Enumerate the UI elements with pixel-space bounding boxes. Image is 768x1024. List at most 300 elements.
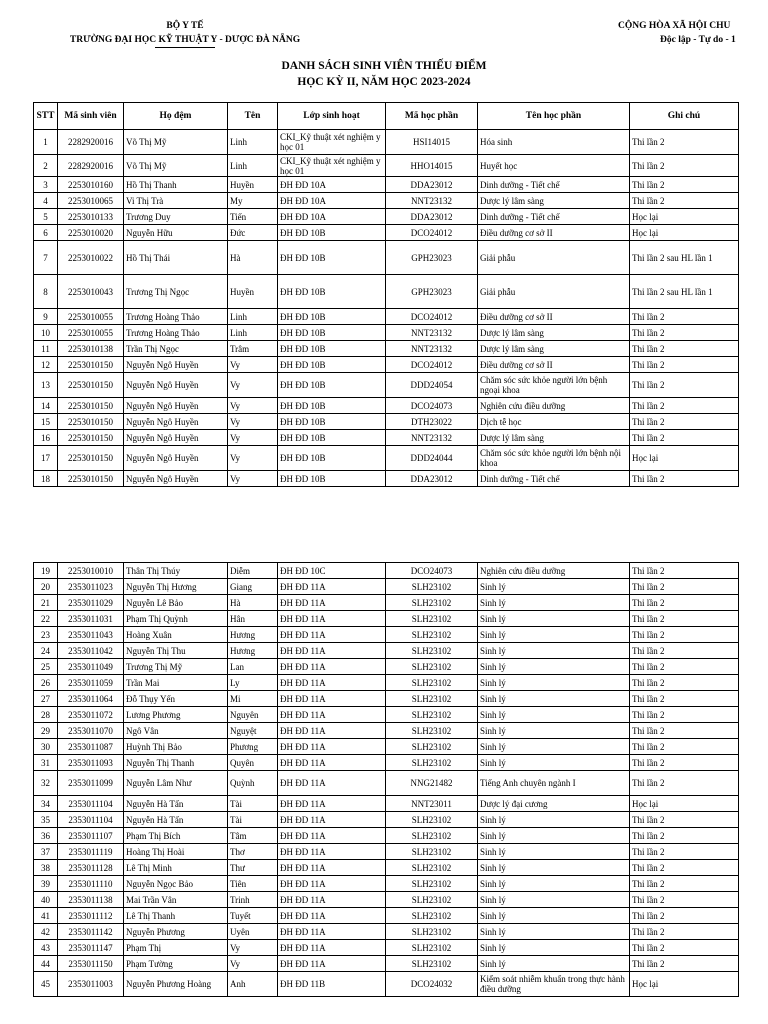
cell-given-name: Vy xyxy=(228,357,278,373)
cell-student-id: 2353011099 xyxy=(58,771,124,796)
cell-note: Thi lần 2 xyxy=(630,739,739,755)
cell-student-id: 2253010150 xyxy=(58,471,124,487)
cell-note: Thi lần 2 xyxy=(630,579,739,595)
cell-course-code: SLH23102 xyxy=(386,755,478,771)
cell-student-id: 2253010150 xyxy=(58,446,124,471)
cell-student-id: 2353011043 xyxy=(58,627,124,643)
col-class: Lớp sinh hoạt xyxy=(278,103,386,130)
cell-stt: 35 xyxy=(34,812,58,828)
cell-surname: Võ Thị Mỹ xyxy=(124,155,228,177)
cell-course-name: Sinh lý xyxy=(478,956,630,972)
cell-student-id: 2353011104 xyxy=(58,812,124,828)
cell-surname: Trương Hoàng Thảo xyxy=(124,309,228,325)
cell-stt: 5 xyxy=(34,209,58,225)
cell-given-name: Tiến xyxy=(228,209,278,225)
cell-stt: 11 xyxy=(34,341,58,357)
table-row xyxy=(34,611,739,627)
cell-course-code: DDA23012 xyxy=(386,177,478,193)
cell-given-name: Quỳnh xyxy=(228,771,278,796)
cell-course-code: NNT23132 xyxy=(386,341,478,357)
cell-course-name: Điều dưỡng cơ sở II xyxy=(478,225,630,241)
cell-stt: 34 xyxy=(34,796,58,812)
cell-note: Thi lần 2 xyxy=(630,611,739,627)
cell-note: Thi lần 2 xyxy=(630,398,739,414)
cell-note: Thi lần 2 xyxy=(630,924,739,940)
cell-course-name: Sinh lý xyxy=(478,707,630,723)
table-row xyxy=(34,471,739,487)
cell-student-id: 2253010138 xyxy=(58,341,124,357)
cell-course-code: SLH23102 xyxy=(386,940,478,956)
cell-class: ĐH ĐD 10B xyxy=(278,241,386,275)
table-row xyxy=(34,177,739,193)
table-row xyxy=(34,675,739,691)
cell-surname: Trần Mai xyxy=(124,675,228,691)
cell-surname: Nguyễn Phương Hoàng xyxy=(124,972,228,997)
cell-course-name: Sinh lý xyxy=(478,723,630,739)
cell-given-name: Tâm xyxy=(228,828,278,844)
table-row xyxy=(34,924,739,940)
table-row xyxy=(34,595,739,611)
cell-stt: 20 xyxy=(34,579,58,595)
cell-class: ĐH ĐD 11A xyxy=(278,828,386,844)
cell-note: Thi lần 2 xyxy=(630,755,739,771)
cell-surname: Thân Thị Thúy xyxy=(124,563,228,579)
cell-course-code: SLH23102 xyxy=(386,659,478,675)
cell-course-name: Sinh lý xyxy=(478,828,630,844)
students-table-top xyxy=(33,102,739,487)
cell-class: ĐH ĐD 11A xyxy=(278,892,386,908)
table-row xyxy=(34,860,739,876)
cell-class: ĐH ĐD 10B xyxy=(278,275,386,309)
cell-class: ĐH ĐD 11A xyxy=(278,707,386,723)
cell-class: ĐH ĐD 11A xyxy=(278,723,386,739)
table-row xyxy=(34,627,739,643)
cell-student-id: 2353011031 xyxy=(58,611,124,627)
cell-course-code: SLH23102 xyxy=(386,579,478,595)
table-row xyxy=(34,341,739,357)
cell-course-code: NNT23011 xyxy=(386,796,478,812)
cell-given-name: Tuyết xyxy=(228,908,278,924)
col-surname: Họ đệm xyxy=(124,103,228,130)
cell-class: ĐH ĐD 11A xyxy=(278,755,386,771)
cell-class: ĐH ĐD 10C xyxy=(278,563,386,579)
cell-note: Thi lần 2 xyxy=(630,414,739,430)
cell-given-name: Lan xyxy=(228,659,278,675)
cell-course-code: SLH23102 xyxy=(386,956,478,972)
cell-surname: Trương Duy xyxy=(124,209,228,225)
cell-course-name: Kiểm soát nhiễm khuẩn trong thực hành điều dưỡng xyxy=(478,972,630,997)
cell-course-name: Dược lý lâm sàng xyxy=(478,325,630,341)
cell-class: CKI_Kỹ thuật xét nghiệm y học 01 xyxy=(278,155,386,177)
cell-course-code: DCO24012 xyxy=(386,309,478,325)
table-row xyxy=(34,193,739,209)
cell-course-code: NNT23132 xyxy=(386,430,478,446)
table-row xyxy=(34,275,739,309)
cell-stt: 7 xyxy=(34,241,58,275)
cell-given-name: Linh xyxy=(228,309,278,325)
cell-note: Thi lần 2 xyxy=(630,860,739,876)
cell-given-name: Vy xyxy=(228,956,278,972)
cell-student-id: 2353011023 xyxy=(58,579,124,595)
cell-course-name: Sinh lý xyxy=(478,611,630,627)
cell-note: Thi lần 2 xyxy=(630,341,739,357)
cell-course-name: Sinh lý xyxy=(478,659,630,675)
cell-course-name: Sinh lý xyxy=(478,627,630,643)
cell-class: ĐH ĐD 10B xyxy=(278,325,386,341)
cell-course-name: Nghiên cứu điều dưỡng xyxy=(478,563,630,579)
table-row xyxy=(34,225,739,241)
cell-stt: 8 xyxy=(34,275,58,309)
cell-class: ĐH ĐD 10A xyxy=(278,177,386,193)
table-row xyxy=(34,130,739,155)
cell-given-name: Hà xyxy=(228,241,278,275)
table-row xyxy=(34,723,739,739)
cell-course-name: Sinh lý xyxy=(478,908,630,924)
table-row xyxy=(34,446,739,471)
cell-surname: Nguyễn Thị Hương xyxy=(124,579,228,595)
cell-student-id: 2353011110 xyxy=(58,876,124,892)
cell-course-code: HHO14015 xyxy=(386,155,478,177)
cell-note: Thi lần 2 xyxy=(630,723,739,739)
cell-stt: 31 xyxy=(34,755,58,771)
cell-class: ĐH ĐD 11A xyxy=(278,627,386,643)
cell-note: Học lại xyxy=(630,446,739,471)
cell-stt: 16 xyxy=(34,430,58,446)
institution-header xyxy=(40,21,330,48)
cell-note: Học lại xyxy=(630,972,739,997)
cell-given-name: Linh xyxy=(228,155,278,177)
cell-surname: Trương Thị Ngọc xyxy=(124,275,228,309)
cell-class: ĐH ĐD 11A xyxy=(278,940,386,956)
cell-surname: Mai Trần Vân xyxy=(124,892,228,908)
cell-course-name: Điều dưỡng cơ sở II xyxy=(478,309,630,325)
cell-stt: 9 xyxy=(34,309,58,325)
cell-surname: Nguyễn Ngô Huyền xyxy=(124,373,228,398)
cell-note: Thi lần 2 sau HL lần 1 xyxy=(630,241,739,275)
cell-class: ĐH ĐD 10B xyxy=(278,309,386,325)
cell-class: ĐH ĐD 10A xyxy=(278,193,386,209)
table-row xyxy=(34,755,739,771)
cell-surname: Nguyễn Thị Thanh xyxy=(124,755,228,771)
cell-class: CKI_Kỹ thuật xét nghiệm y học 01 xyxy=(278,130,386,155)
cell-course-code: DCO24073 xyxy=(386,398,478,414)
cell-course-code: DDD24044 xyxy=(386,446,478,471)
cell-class: ĐH ĐD 11A xyxy=(278,675,386,691)
cell-course-code: DCO24012 xyxy=(386,225,478,241)
table-row xyxy=(34,844,739,860)
cell-given-name: Phương xyxy=(228,739,278,755)
cell-student-id: 2353011072 xyxy=(58,707,124,723)
cell-student-id: 2353011049 xyxy=(58,659,124,675)
col-student-id: Mã sinh viên xyxy=(58,103,124,130)
table-row xyxy=(34,579,739,595)
cell-course-name: Sinh lý xyxy=(478,739,630,755)
cell-class: ĐH ĐD 11A xyxy=(278,908,386,924)
cell-class: ĐH ĐD 11A xyxy=(278,924,386,940)
cell-course-code: HSI14015 xyxy=(386,130,478,155)
cell-surname: Trần Thị Ngọc xyxy=(124,341,228,357)
cell-surname: Nguyễn Phương xyxy=(124,924,228,940)
cell-surname: Đỗ Thụy Yến xyxy=(124,691,228,707)
cell-course-name: Sinh lý xyxy=(478,595,630,611)
cell-surname: Nguyễn Ngọc Bảo xyxy=(124,876,228,892)
cell-note: Thi lần 2 xyxy=(630,812,739,828)
cell-course-name: Sinh lý xyxy=(478,643,630,659)
cell-given-name: Quyên xyxy=(228,755,278,771)
cell-surname: Nguyễn Hà Tấn xyxy=(124,812,228,828)
cell-note: Thi lần 2 xyxy=(630,193,739,209)
cell-student-id: 2353011104 xyxy=(58,796,124,812)
cell-given-name: Trinh xyxy=(228,892,278,908)
cell-course-name: Điều dưỡng cơ sở II xyxy=(478,357,630,373)
cell-course-code: SLH23102 xyxy=(386,707,478,723)
cell-course-code: SLH23102 xyxy=(386,892,478,908)
cell-surname: Lê Thị Thanh xyxy=(124,908,228,924)
cell-course-name: Huyết học xyxy=(478,155,630,177)
cell-course-code: SLH23102 xyxy=(386,924,478,940)
cell-course-name: Dược lý lâm sàng xyxy=(478,430,630,446)
cell-student-id: 2353011112 xyxy=(58,908,124,924)
cell-student-id: 2253010150 xyxy=(58,398,124,414)
table-row xyxy=(34,398,739,414)
cell-surname: Hồ Thị Thanh xyxy=(124,177,228,193)
cell-note: Thi lần 2 xyxy=(630,309,739,325)
cell-course-code: GPH23023 xyxy=(386,275,478,309)
cell-class: ĐH ĐD 10A xyxy=(278,209,386,225)
cell-given-name: Đức xyxy=(228,225,278,241)
cell-note: Thi lần 2 xyxy=(630,325,739,341)
cell-surname: Hoàng Xuân xyxy=(124,627,228,643)
table-row xyxy=(34,828,739,844)
cell-student-id: 2353011119 xyxy=(58,844,124,860)
cell-student-id: 2353011147 xyxy=(58,940,124,956)
cell-course-code: NNT23132 xyxy=(386,193,478,209)
nation-name: CỘNG HÒA XÃ HỘI CHU xyxy=(618,21,731,31)
cell-given-name: Tài xyxy=(228,812,278,828)
table-row xyxy=(34,796,739,812)
school-name: TRƯỜNG ĐẠI HỌC KỸ THUẬT Y - DƯỢC ĐÀ NẴNG xyxy=(69,35,301,45)
cell-course-name: Sinh lý xyxy=(478,860,630,876)
cell-given-name: Diễm xyxy=(228,563,278,579)
cell-student-id: 2353011042 xyxy=(58,643,124,659)
table-row xyxy=(34,812,739,828)
cell-class: ĐH ĐD 10B xyxy=(278,446,386,471)
cell-student-id: 2253010150 xyxy=(58,414,124,430)
table-row xyxy=(34,771,739,796)
national-header xyxy=(600,21,768,45)
cell-note: Thi lần 2 xyxy=(630,643,739,659)
header-underline xyxy=(155,47,215,48)
cell-course-code: DCO24032 xyxy=(386,972,478,997)
cell-stt: 18 xyxy=(34,471,58,487)
cell-course-code: SLH23102 xyxy=(386,908,478,924)
cell-student-id: 2253010055 xyxy=(58,309,124,325)
cell-course-code: SLH23102 xyxy=(386,828,478,844)
cell-stt: 23 xyxy=(34,627,58,643)
cell-note: Thi lần 2 xyxy=(630,771,739,796)
cell-note: Thi lần 2 xyxy=(630,675,739,691)
cell-given-name: Nguyên xyxy=(228,707,278,723)
cell-stt: 26 xyxy=(34,675,58,691)
cell-course-code: DTH23022 xyxy=(386,414,478,430)
cell-stt: 37 xyxy=(34,844,58,860)
cell-stt: 39 xyxy=(34,876,58,892)
table-row xyxy=(34,739,739,755)
cell-stt: 44 xyxy=(34,956,58,972)
cell-surname: Nguyễn Ngô Huyền xyxy=(124,357,228,373)
cell-note: Thi lần 2 xyxy=(630,892,739,908)
cell-student-id: 2353011029 xyxy=(58,595,124,611)
cell-course-name: Dược lý lâm sàng xyxy=(478,341,630,357)
cell-course-name: Giải phẫu xyxy=(478,241,630,275)
cell-stt: 1 xyxy=(34,130,58,155)
cell-class: ĐH ĐD 11A xyxy=(278,643,386,659)
table-row xyxy=(34,691,739,707)
cell-given-name: Vy xyxy=(228,940,278,956)
cell-student-id: 2353011070 xyxy=(58,723,124,739)
cell-given-name: Vy xyxy=(228,446,278,471)
table-row xyxy=(34,209,739,225)
cell-course-name: Sinh lý xyxy=(478,755,630,771)
cell-course-name: Dinh dưỡng - Tiết chế xyxy=(478,471,630,487)
cell-stt: 38 xyxy=(34,860,58,876)
cell-course-code: SLH23102 xyxy=(386,611,478,627)
cell-stt: 15 xyxy=(34,414,58,430)
cell-course-name: Sinh lý xyxy=(478,924,630,940)
cell-given-name: Linh xyxy=(228,130,278,155)
cell-stt: 10 xyxy=(34,325,58,341)
cell-class: ĐH ĐD 10B xyxy=(278,398,386,414)
cell-note: Thi lần 2 xyxy=(630,659,739,675)
cell-given-name: Tài xyxy=(228,796,278,812)
cell-class: ĐH ĐD 11A xyxy=(278,659,386,675)
cell-student-id: 2253010043 xyxy=(58,275,124,309)
cell-class: ĐH ĐD 11A xyxy=(278,956,386,972)
cell-course-code: SLH23102 xyxy=(386,844,478,860)
table-row xyxy=(34,892,739,908)
cell-stt: 30 xyxy=(34,739,58,755)
cell-given-name: Hân xyxy=(228,611,278,627)
cell-stt: 24 xyxy=(34,643,58,659)
cell-stt: 32 xyxy=(34,771,58,796)
cell-course-code: SLH23102 xyxy=(386,595,478,611)
cell-stt: 40 xyxy=(34,892,58,908)
cell-stt: 19 xyxy=(34,563,58,579)
cell-stt: 42 xyxy=(34,924,58,940)
table-row xyxy=(34,643,739,659)
table-row xyxy=(34,956,739,972)
cell-student-id: 2353011150 xyxy=(58,956,124,972)
cell-given-name: Thơ xyxy=(228,844,278,860)
cell-course-name: Dinh dưỡng - Tiết chế xyxy=(478,177,630,193)
cell-note: Thi lần 2 xyxy=(630,908,739,924)
cell-course-name: Sinh lý xyxy=(478,691,630,707)
cell-surname: Lương Phương xyxy=(124,707,228,723)
cell-course-name: Tiếng Anh chuyên ngành I xyxy=(478,771,630,796)
col-given-name: Tên xyxy=(228,103,278,130)
col-course-code: Mã học phần xyxy=(386,103,478,130)
cell-stt: 3 xyxy=(34,177,58,193)
cell-stt: 25 xyxy=(34,659,58,675)
national-motto: Độc lập - Tự do - 1 xyxy=(660,35,736,45)
cell-given-name: Anh xyxy=(228,972,278,997)
cell-course-name: Dược lý lâm sàng xyxy=(478,193,630,209)
cell-surname: Nguyễn Thị Thu xyxy=(124,643,228,659)
cell-surname: Vi Thị Trà xyxy=(124,193,228,209)
cell-surname: Nguyễn Ngô Huyền xyxy=(124,471,228,487)
cell-note: Thi lần 2 xyxy=(630,430,739,446)
cell-course-name: Nghiên cứu điều dưỡng xyxy=(478,398,630,414)
col-course-name: Tên học phần xyxy=(478,103,630,130)
cell-course-name: Sinh lý xyxy=(478,876,630,892)
cell-given-name: Hương xyxy=(228,627,278,643)
cell-given-name: Ly xyxy=(228,675,278,691)
cell-stt: 12 xyxy=(34,357,58,373)
cell-student-id: 2253010150 xyxy=(58,430,124,446)
cell-student-id: 2253010150 xyxy=(58,373,124,398)
students-table-bottom xyxy=(33,562,739,997)
cell-course-code: SLH23102 xyxy=(386,812,478,828)
cell-course-name: Sinh lý xyxy=(478,579,630,595)
cell-given-name: My xyxy=(228,193,278,209)
cell-class: ĐH ĐD 11A xyxy=(278,771,386,796)
table-row xyxy=(34,876,739,892)
cell-given-name: Mi xyxy=(228,691,278,707)
cell-class: ĐH ĐD 10B xyxy=(278,341,386,357)
table-row xyxy=(34,908,739,924)
cell-stt: 22 xyxy=(34,611,58,627)
cell-surname: Nguyễn Ngô Huyền xyxy=(124,446,228,471)
cell-student-id: 2353011138 xyxy=(58,892,124,908)
cell-course-name: Dịch tễ học xyxy=(478,414,630,430)
cell-class: ĐH ĐD 11A xyxy=(278,691,386,707)
cell-surname: Nguyễn Lê Bảo xyxy=(124,595,228,611)
cell-course-name: Chăm sóc sức khỏe người lớn bệnh nội khoa xyxy=(478,446,630,471)
cell-given-name: Uyên xyxy=(228,924,278,940)
cell-stt: 2 xyxy=(34,155,58,177)
cell-note: Thi lần 2 xyxy=(630,691,739,707)
cell-class: ĐH ĐD 10B xyxy=(278,373,386,398)
cell-course-name: Hóa sinh xyxy=(478,130,630,155)
cell-note: Thi lần 2 xyxy=(630,155,739,177)
ministry-name: BỘ Y TẾ xyxy=(166,21,204,31)
cell-note: Thi lần 2 xyxy=(630,876,739,892)
table-row xyxy=(34,325,739,341)
cell-course-name: Sinh lý xyxy=(478,940,630,956)
cell-stt: 36 xyxy=(34,828,58,844)
cell-given-name: Hà xyxy=(228,595,278,611)
cell-course-code: SLH23102 xyxy=(386,627,478,643)
cell-student-id: 2253010055 xyxy=(58,325,124,341)
col-note: Ghi chú xyxy=(630,103,739,130)
cell-given-name: Vy xyxy=(228,373,278,398)
cell-surname: Phạm Thị Bích xyxy=(124,828,228,844)
cell-note: Thi lần 2 xyxy=(630,940,739,956)
table-row xyxy=(34,414,739,430)
cell-stt: 29 xyxy=(34,723,58,739)
table-row xyxy=(34,940,739,956)
cell-course-code: DCO24012 xyxy=(386,357,478,373)
cell-student-id: 2253010150 xyxy=(58,357,124,373)
cell-surname: Lê Thị Minh xyxy=(124,860,228,876)
cell-class: ĐH ĐD 11A xyxy=(278,739,386,755)
cell-note: Thi lần 2 xyxy=(630,828,739,844)
cell-given-name: Vy xyxy=(228,398,278,414)
cell-note: Thi lần 2 xyxy=(630,373,739,398)
table-row xyxy=(34,563,739,579)
cell-student-id: 2353011059 xyxy=(58,675,124,691)
cell-course-code: SLH23102 xyxy=(386,739,478,755)
